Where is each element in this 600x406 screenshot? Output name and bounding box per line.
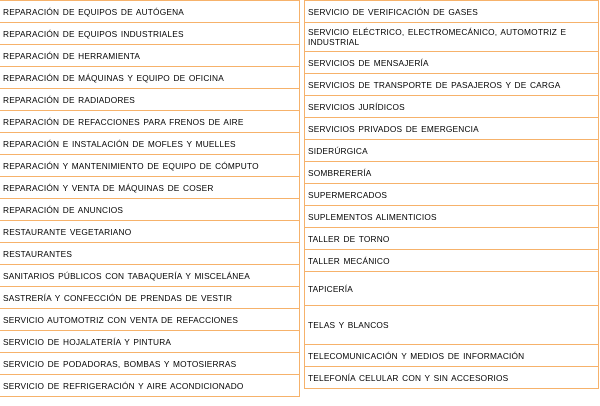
- list-item: SUPERMERCADOS: [305, 184, 599, 206]
- list-item: REPARACIÓN DE EQUIPOS INDUSTRIALES: [0, 23, 300, 45]
- table-row: [0, 89, 300, 111]
- table-row: [0, 177, 300, 199]
- list-item: SERVICIO DE REFRIGERACIÓN Y AIRE ACONDICIONADO: [0, 375, 300, 397]
- table-row: [305, 228, 599, 250]
- list-item: SERVICIOS DE MENSAJERÍA: [305, 52, 599, 74]
- list-item: SIDERÚRGICA: [305, 140, 599, 162]
- table-row: [0, 375, 300, 397]
- table-row: [0, 353, 300, 375]
- list-item: REPARACIÓN DE HERRAMIENTA: [0, 45, 300, 67]
- list-item: SUPLEMENTOS ALIMENTICIOS: [305, 206, 599, 228]
- table-row: [305, 206, 599, 228]
- table-row: [305, 96, 599, 118]
- table-row: [0, 221, 300, 243]
- table-row: [0, 265, 300, 287]
- list-item: REPARACIÓN Y VENTA DE MÁQUINAS DE COSER: [0, 177, 300, 199]
- list-item: TELECOMUNICACIÓN Y MEDIOS DE INFORMACIÓN: [305, 345, 599, 367]
- left-business-list: [0, 0, 300, 397]
- table-row: [0, 1, 300, 23]
- list-item: SANITARIOS PÚBLICOS CON TABAQUERÍA Y MISCELÁNEA: [0, 265, 300, 287]
- list-item: REPARACIÓN E INSTALACIÓN DE MOFLES Y MUELLES: [0, 133, 300, 155]
- table-row: [305, 74, 599, 96]
- table-row: [0, 133, 300, 155]
- list-item: SERVICIO AUTOMOTRIZ CON VENTA DE REFACCIONES: [0, 309, 300, 331]
- list-item: SERVICIOS JURÍDICOS: [305, 96, 599, 118]
- list-item: REPARACIÓN DE RADIADORES: [0, 89, 300, 111]
- table-row: [305, 250, 599, 272]
- table-row: [0, 287, 300, 309]
- table-row: [305, 162, 599, 184]
- list-item: TELEFONÍA CELULAR CON Y SIN ACCESORIOS: [305, 367, 599, 389]
- table-row: [305, 306, 599, 345]
- table-row: [305, 345, 599, 367]
- table-row: [305, 118, 599, 140]
- table-row: [305, 1, 599, 23]
- table-row: [0, 155, 300, 177]
- list-item: TELAS Y BLANCOS: [305, 306, 599, 345]
- list-item: REPARACIÓN Y MANTENIMIENTO DE EQUIPO DE CÓMPUTO: [0, 155, 300, 177]
- list-item: REPARACIÓN DE EQUIPOS DE AUTÓGENA: [0, 1, 300, 23]
- list-item: SASTRERÍA Y CONFECCIÓN DE PRENDAS DE VESTIR: [0, 287, 300, 309]
- right-business-list: [304, 0, 599, 389]
- table-row: [0, 45, 300, 67]
- list-item: RESTAURANTE VEGETARIANO: [0, 221, 300, 243]
- list-item: SERVICIO DE VERIFICACIÓN DE GASES: [305, 1, 599, 23]
- list-item: TALLER MECÁNICO: [305, 250, 599, 272]
- table-row: [0, 67, 300, 89]
- list-item: SERVICIO ELÉCTRICO, ELECTROMECÁNICO, AUTOMOTRIZ E INDUSTRIAL: [305, 23, 599, 52]
- table-row: [305, 52, 599, 74]
- table-row: [305, 184, 599, 206]
- list-item: SERVICIO DE HOJALATERÍA Y PINTURA: [0, 331, 300, 353]
- list-item: SERVICIOS DE TRANSPORTE DE PASAJEROS Y DE CARGA: [305, 74, 599, 96]
- table-row: [0, 243, 300, 265]
- list-item: SERVICIO DE PODADORAS, BOMBAS Y MOTOSIERRAS: [0, 353, 300, 375]
- table-row: [0, 111, 300, 133]
- list-item: TAPICERÍA: [305, 272, 599, 306]
- table-row: [0, 331, 300, 353]
- table-row: [305, 23, 599, 52]
- table-row: [0, 199, 300, 221]
- table-row: [305, 272, 599, 306]
- list-item: REPARACIÓN DE MÁQUINAS Y EQUIPO DE OFICINA: [0, 67, 300, 89]
- list-item: SOMBRERERÍA: [305, 162, 599, 184]
- table-row: [305, 367, 599, 389]
- list-item: REPARACIÓN DE REFACCIONES PARA FRENOS DE AIRE: [0, 111, 300, 133]
- table-row: [305, 140, 599, 162]
- table-row: [0, 23, 300, 45]
- list-item: TALLER DE TORNO: [305, 228, 599, 250]
- list-item: SERVICIOS PRIVADOS DE EMERGENCIA: [305, 118, 599, 140]
- table-row: [0, 309, 300, 331]
- list-item: RESTAURANTES: [0, 243, 300, 265]
- list-item: REPARACIÓN DE ANUNCIOS: [0, 199, 300, 221]
